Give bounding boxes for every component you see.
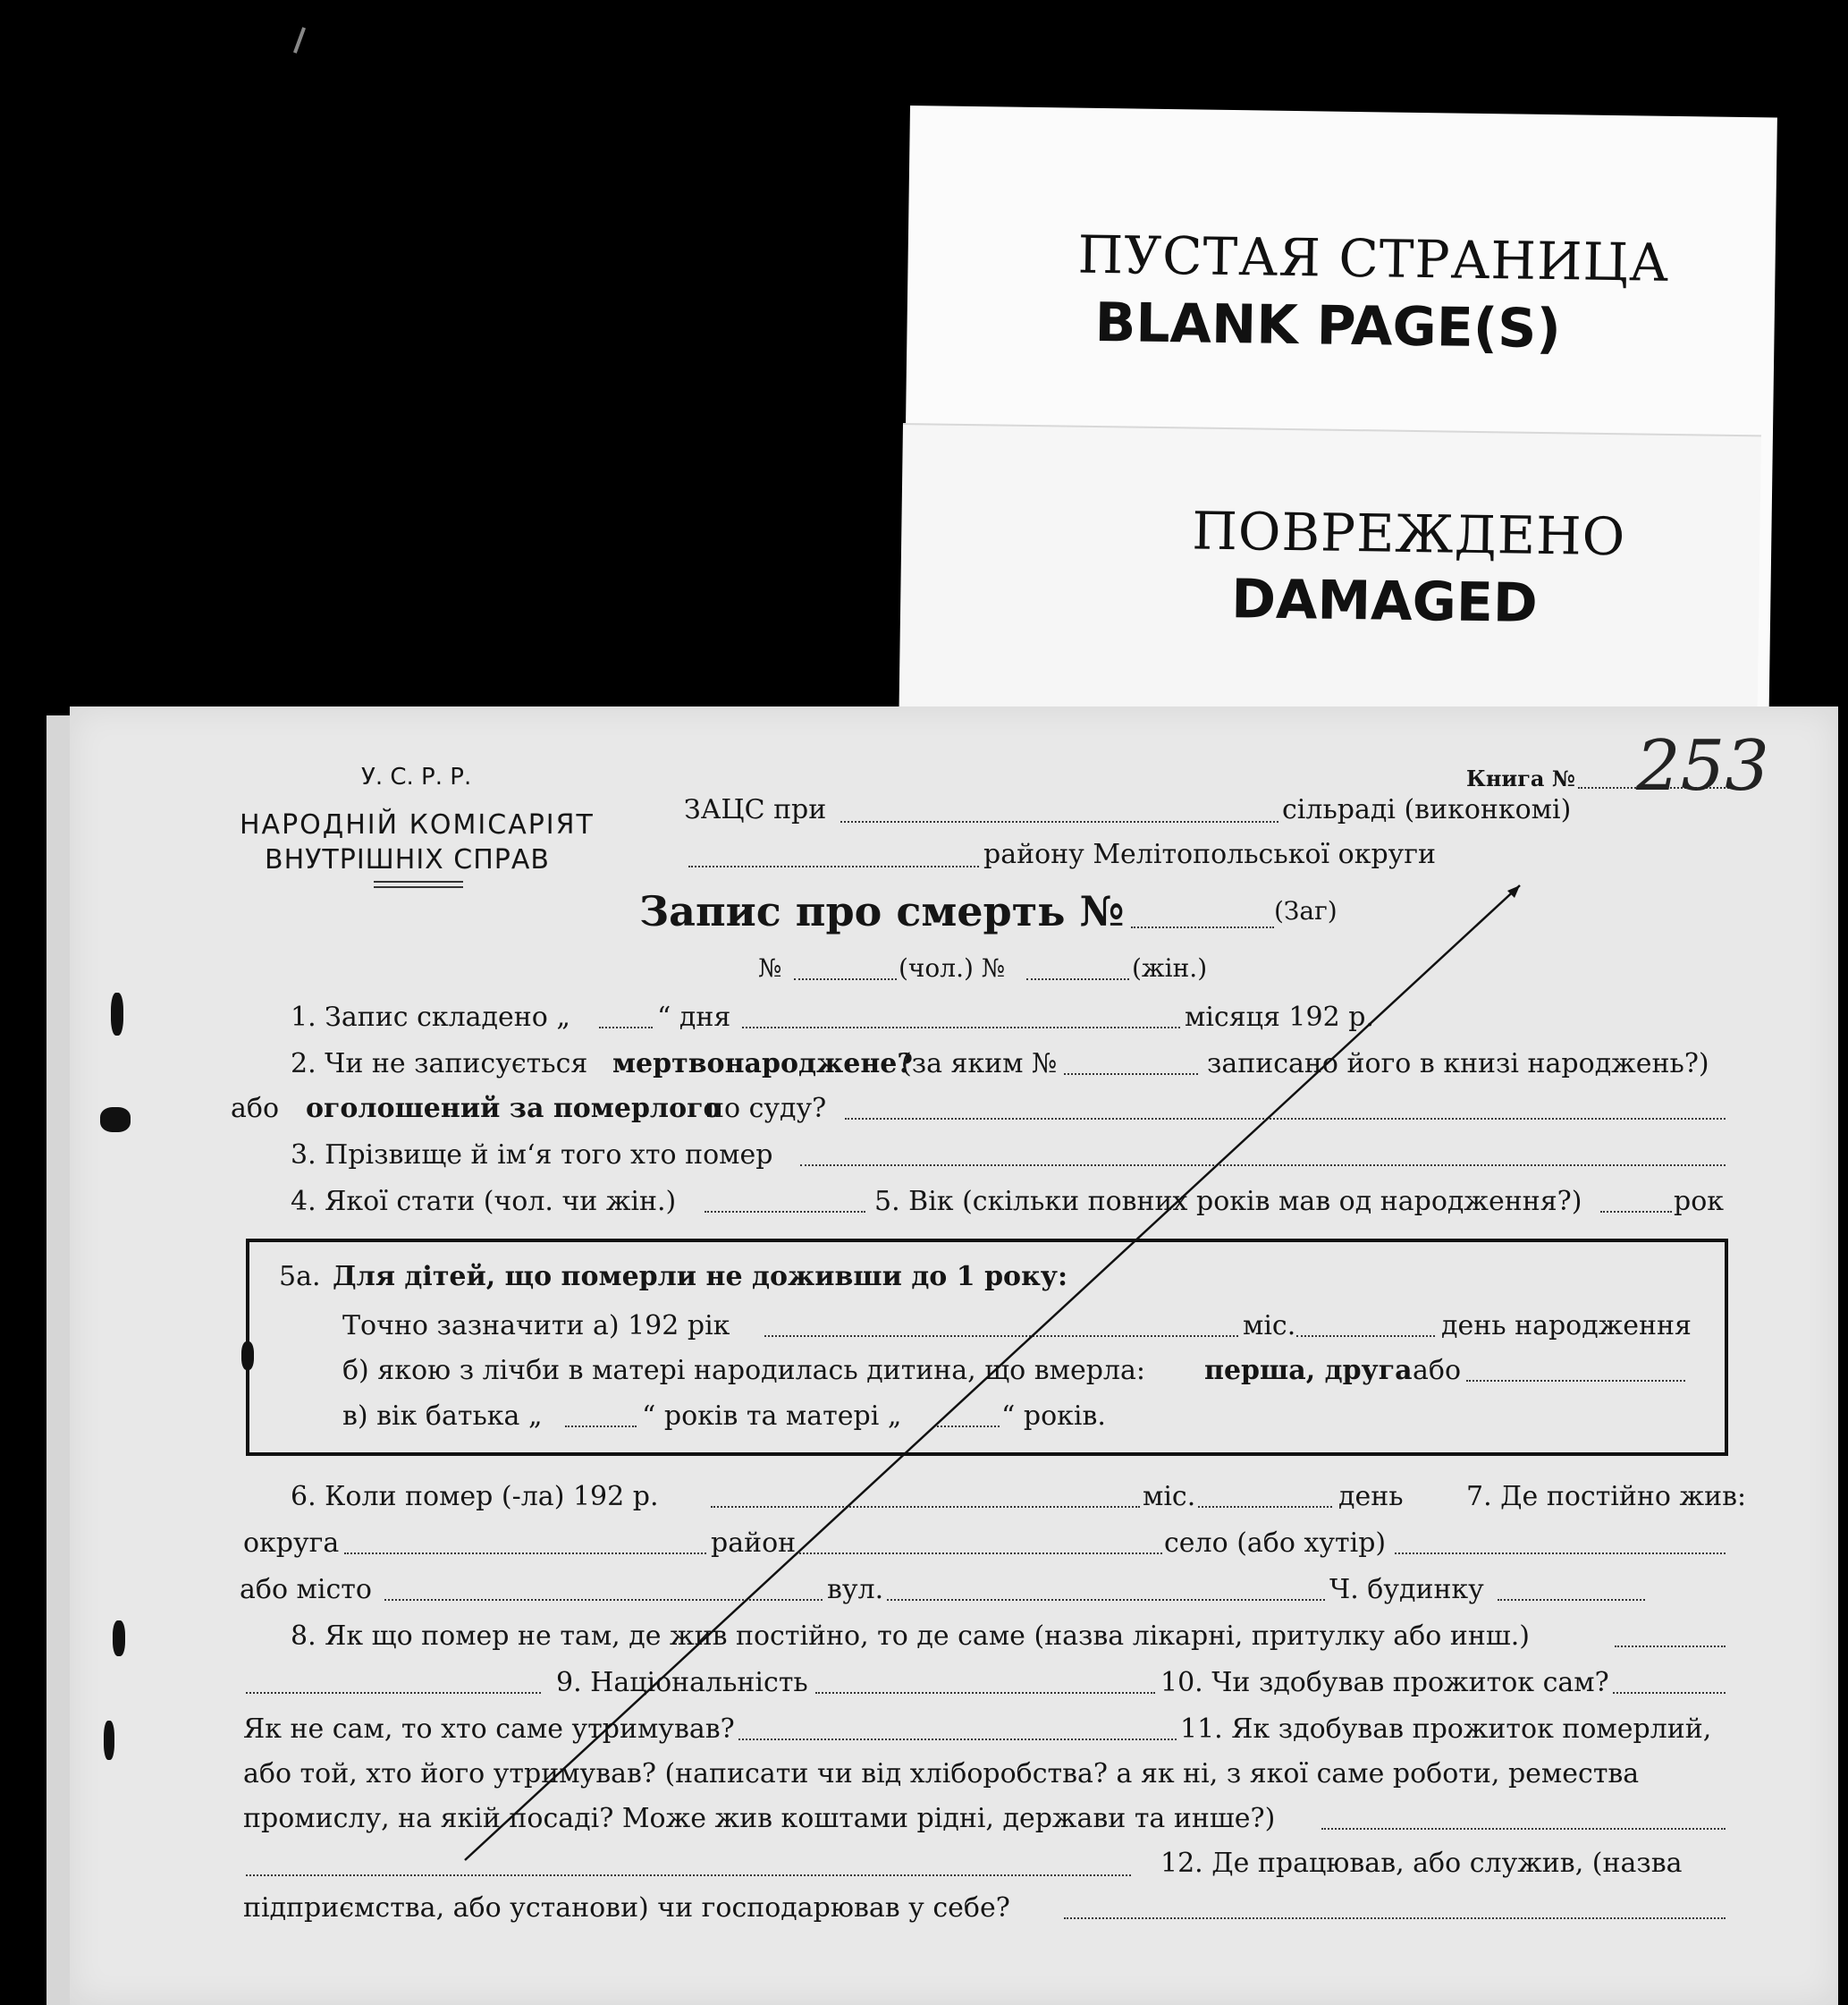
- zag-label: (Заг): [1274, 896, 1337, 926]
- male-label: (чол.) №: [899, 953, 1006, 983]
- field-5a-mother-age: “ років та матері „: [642, 1400, 902, 1432]
- field-5-label: 5. Вік (скільки повних років мав од народження?): [874, 1186, 1582, 1217]
- field-9-label: 9. Національність: [556, 1667, 808, 1698]
- field-5a-father-age: в) вік батька „: [342, 1400, 543, 1432]
- field-2-birth-book: записано його в книзі народжень?): [1207, 1048, 1709, 1079]
- field-2-number-label: (за яким №: [901, 1048, 1058, 1079]
- field-10-supporter-label: Як не сам, то хто саме утримував?: [243, 1713, 735, 1745]
- district-suffix: району Мелітопольської округи: [983, 839, 1437, 870]
- field-2-declared-dead: оголошений за померлого: [306, 1093, 721, 1124]
- field-7-vul-label: вул.: [827, 1574, 884, 1605]
- damaged-ru: ПОВРЕЖДЕНО: [1191, 500, 1626, 568]
- form-title: Запис про смерть №: [639, 887, 1125, 935]
- field-5a-month-label: міс.: [1243, 1310, 1296, 1341]
- damaged-en: DAMAGED: [1230, 568, 1539, 635]
- field-6-label: 6. Коли помер (-ла) 192 р.: [291, 1481, 659, 1512]
- blank-page-ru: ПУСТАЯ СТРАНИЦА: [1077, 224, 1670, 293]
- field-7-budynok-label: Ч. будинку: [1329, 1574, 1484, 1605]
- field-2-court: по суду?: [706, 1093, 827, 1124]
- commissariat-line-2: ВНУТРІШНІХ СПРАВ: [265, 844, 550, 876]
- field-2-stillborn: мертвонароджене?: [612, 1048, 913, 1079]
- field-1-month-label: місяця 192 р.: [1185, 1002, 1374, 1033]
- field-7-raion-label: район: [711, 1527, 797, 1559]
- field-5a-birth-year: Точно зазначити а) 192 рік: [342, 1310, 730, 1341]
- field-10-label: 10. Чи здобував прожиток сам?: [1160, 1667, 1609, 1698]
- ussr-label: У. С. Р. Р.: [361, 764, 472, 791]
- field-3-label: 3. Прізвище й ім‘я того хто помер: [291, 1139, 773, 1171]
- field-8-label: 8. Як що помер не там, де жив постійно, то де саме (назва лікарні, притулку або инш.): [291, 1620, 1530, 1652]
- field-1-day-label: “ дня: [657, 1002, 731, 1033]
- zags-suffix: сільраді (виконкомі): [1282, 794, 1572, 825]
- field-12-question: підприємства, або установи) чи господарював у себе?: [243, 1892, 1010, 1924]
- zags-prefix: ЗАЦС при: [684, 794, 827, 825]
- field-7-selo-label: село (або хутір): [1164, 1527, 1387, 1559]
- field-7-okruha-label: округа: [243, 1527, 340, 1559]
- field-6-month-label: міс.: [1143, 1481, 1196, 1512]
- commissariat-line-1: НАРОДНІЙ КОМІСАРІЯТ: [240, 809, 595, 841]
- field-5a-order: б) якою з лічби в матері народилась дитина, що вмерла:: [342, 1355, 1145, 1386]
- field-1-label: 1. Запис складено „: [291, 1002, 570, 1033]
- sub-no-label: №: [758, 953, 782, 983]
- field-12-label: 12. Де працював, або служив, (назва: [1160, 1848, 1683, 1879]
- field-11-question-cont: промислу, на якій посаді? Може жив коштами рідні, держави та инше?): [243, 1803, 1276, 1834]
- field-5-unit: рок: [1674, 1186, 1725, 1217]
- blank-page-en: BLANK PAGE(S): [1094, 291, 1562, 361]
- field-2-label: 2. Чи не записується: [291, 1048, 588, 1079]
- field-2-or: або: [231, 1093, 280, 1124]
- field-5a-first-second: перша, друга: [1204, 1355, 1413, 1386]
- field-5a-birth-day: день народження: [1441, 1310, 1692, 1341]
- field-11-label: 11. Як здобував прожиток померлий,: [1180, 1713, 1712, 1745]
- field-5a-years: “ років.: [1001, 1400, 1106, 1432]
- field-5a-or: або: [1413, 1355, 1462, 1386]
- field-4-label: 4. Якої стати (чол. чи жін.): [291, 1186, 677, 1217]
- female-label: (жін.): [1132, 953, 1208, 983]
- field-7-label: 7. Де постійно жив:: [1466, 1481, 1747, 1512]
- field-5a-number: 5а.: [279, 1261, 321, 1292]
- field-5a-heading: Для дітей, що померли не доживши до 1 року:: [333, 1261, 1068, 1292]
- book-label: Книга №: [1466, 766, 1575, 791]
- field-6-day-label: день: [1338, 1481, 1404, 1512]
- book-number-handwritten: 253: [1636, 726, 1769, 807]
- field-11-question: або той, хто його утримував? (написати чи від хліборобства? а як ні, з якої саме роботи, ремества: [243, 1758, 1640, 1789]
- field-7-misto-label: або місто: [240, 1574, 372, 1605]
